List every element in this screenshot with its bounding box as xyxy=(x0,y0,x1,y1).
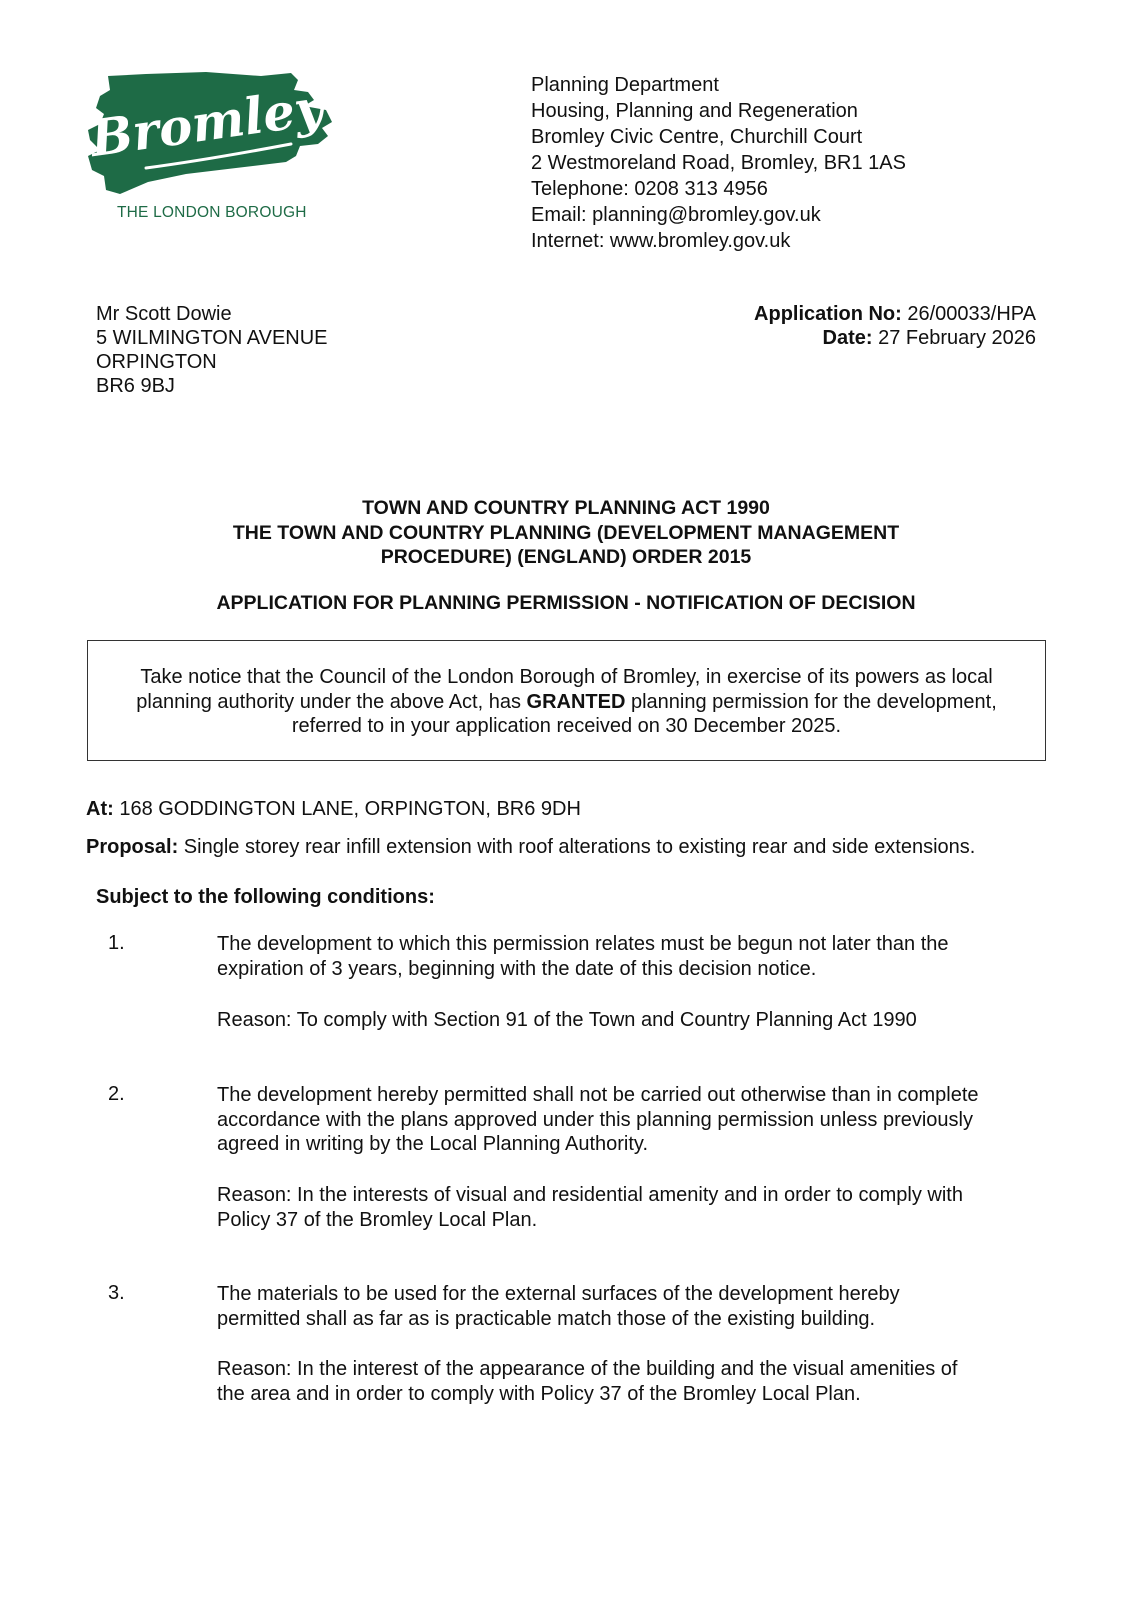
notice-text xyxy=(88,665,1045,739)
reason-line: Reason: In the interests of visual and residential amenity and in order to comply with xyxy=(217,1184,963,1206)
condition-text xyxy=(217,1282,900,1331)
condition-reason xyxy=(217,1008,917,1033)
department-contact xyxy=(531,72,906,254)
condition-text xyxy=(217,932,949,981)
recipient-street: 5 WILMINGTON AVENUE xyxy=(96,327,328,349)
notice-box xyxy=(87,640,1046,761)
condition-line: The materials to be used for the external surfaces of the development hereby xyxy=(217,1283,900,1305)
logo-subtitle: THE LONDON BOROUGH xyxy=(117,204,307,221)
conditions-heading: Subject to the following conditions: xyxy=(96,886,435,908)
recipient-town: ORPINGTON xyxy=(96,351,217,373)
proposal-label: Proposal: xyxy=(86,836,179,858)
condition-number: 3. xyxy=(108,1282,125,1304)
reason-line: Reason: In the interest of the appearance of the building and the visual amenities of xyxy=(217,1358,958,1380)
reason-line: the area and in order to comply with Policy 37 of the Bromley Local Plan. xyxy=(217,1382,861,1405)
condition-line: accordance with the plans approved under this planning permission unless previously xyxy=(217,1108,973,1131)
title-line: THE TOWN AND COUNTRY PLANNING (DEVELOPMENT MANAGEMENT xyxy=(232,521,900,544)
dept-line: Housing, Planning and Regeneration xyxy=(531,100,858,122)
condition-text xyxy=(217,1083,979,1157)
condition-number: 1. xyxy=(108,932,125,954)
dept-email: Email: planning@bromley.gov.uk xyxy=(531,204,821,226)
reason-line: Policy 37 of the Bromley Local Plan. xyxy=(217,1208,538,1231)
notice-line: Take notice that the Council of the London Borough of Bromley, in exercise of its powers as local xyxy=(140,666,993,688)
dept-line: Bromley Civic Centre, Churchill Court xyxy=(531,126,863,148)
svg-text:Bromley: Bromley xyxy=(86,77,328,169)
proposal-value: Single storey rear infill extension with roof alterations to existing rear and side extensions. xyxy=(178,836,976,858)
title-line: PROCEDURE) (ENGLAND) ORDER 2015 xyxy=(380,546,752,568)
bromley-logo-graphic xyxy=(86,70,338,205)
at-value: 168 GODDINGTON LANE, ORPINGTON, BR6 9DH xyxy=(113,798,581,820)
condition-line: agreed in writing by the Local Planning Authority. xyxy=(217,1133,649,1155)
reason-line: Reason: To comply with Section 91 of the Town and Country Planning Act 1990 xyxy=(217,1009,917,1031)
dept-line: 2 Westmoreland Road, Bromley, BR1 1AS xyxy=(531,152,906,174)
date-label: Date: xyxy=(822,327,873,349)
act-titles xyxy=(0,496,1132,570)
bromley-logo xyxy=(86,70,338,230)
application-value: 26/00033/HPA xyxy=(907,303,1036,325)
title-line: TOWN AND COUNTRY PLANNING ACT 1990 xyxy=(362,497,770,519)
condition-reason xyxy=(217,1183,963,1232)
notice-line xyxy=(88,690,1045,715)
application-label: Application No: xyxy=(754,303,902,325)
notice-text-part: planning authority under the above Act, has xyxy=(136,690,527,713)
proposal xyxy=(86,836,975,859)
notice-line: referred to in your application received on 30 December 2025. xyxy=(291,715,842,737)
date-value: 27 February 2026 xyxy=(878,327,1036,349)
site-address xyxy=(86,798,581,821)
condition-line: expiration of 3 years, beginning with the date of this decision notice. xyxy=(217,957,817,980)
condition-line: permitted shall as far as is practicable match those of the existing building. xyxy=(217,1307,876,1330)
condition-line: The development to which this permission relates must be begun not later than the xyxy=(217,933,949,955)
condition-reason xyxy=(217,1357,958,1406)
dept-internet: Internet: www.bromley.gov.uk xyxy=(531,230,791,252)
at-label: At: xyxy=(86,798,114,820)
decision-title: APPLICATION FOR PLANNING PERMISSION - NOTIFICATION OF DECISION xyxy=(216,592,916,614)
recipient-name: Mr Scott Dowie xyxy=(96,303,232,325)
condition-number: 2. xyxy=(108,1083,125,1105)
granted-status: GRANTED xyxy=(526,690,626,713)
condition-line: The development hereby permitted shall not be carried out otherwise than in complete xyxy=(217,1084,979,1106)
decision-date xyxy=(754,326,1036,350)
dept-line: Planning Department xyxy=(531,74,719,96)
application-reference xyxy=(754,302,1036,350)
notice-text-part: planning permission for the development, xyxy=(625,690,997,713)
recipient-postcode: BR6 9BJ xyxy=(96,375,175,397)
dept-telephone: Telephone: 0208 313 4956 xyxy=(531,178,768,200)
recipient-address xyxy=(96,302,328,398)
application-number xyxy=(754,302,1036,326)
